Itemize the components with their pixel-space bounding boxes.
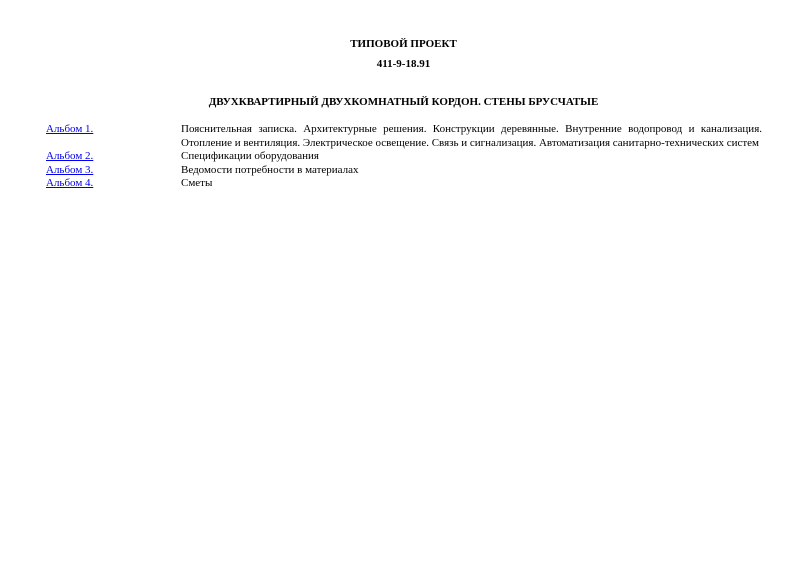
album-1-description: Пояснительная записка. Архитектурные решения. Конструкции деревянные. Внутренние водопровод и канализация. Отопление и вентиляция. Электрическое освещение. Связь и сигнализация. Автоматизация санитарно-технических систем	[181, 123, 762, 149]
document-title: ДВУХКВАРТИРНЫЙ ДВУХКОМНАТНЫЙ КОРДОН. СТЕНЫ БРУСЧАТЫЕ	[208, 96, 599, 108]
document-code-heading: 411-9-18.91	[376, 58, 431, 70]
album-4-link[interactable]: Альбом 4.	[46, 177, 94, 189]
album-row-2	[46, 150, 762, 164]
album-row-3	[46, 164, 762, 178]
album-list	[46, 123, 762, 191]
album-3-link[interactable]: Альбом 3.	[46, 163, 94, 176]
album-4-description: Сметы	[181, 177, 213, 189]
album-2-link[interactable]: Альбом 2.	[46, 150, 94, 162]
album-3-description: Ведомости потребности в материалах	[181, 163, 359, 176]
document-type-heading: ТИПОВОЙ ПРОЕКТ	[350, 38, 457, 50]
album-2-description: Спецификации оборудования	[181, 150, 319, 162]
album-1-link[interactable]: Альбом 1.	[46, 123, 94, 135]
album-row-4	[46, 177, 762, 191]
album-row-1	[46, 123, 762, 150]
